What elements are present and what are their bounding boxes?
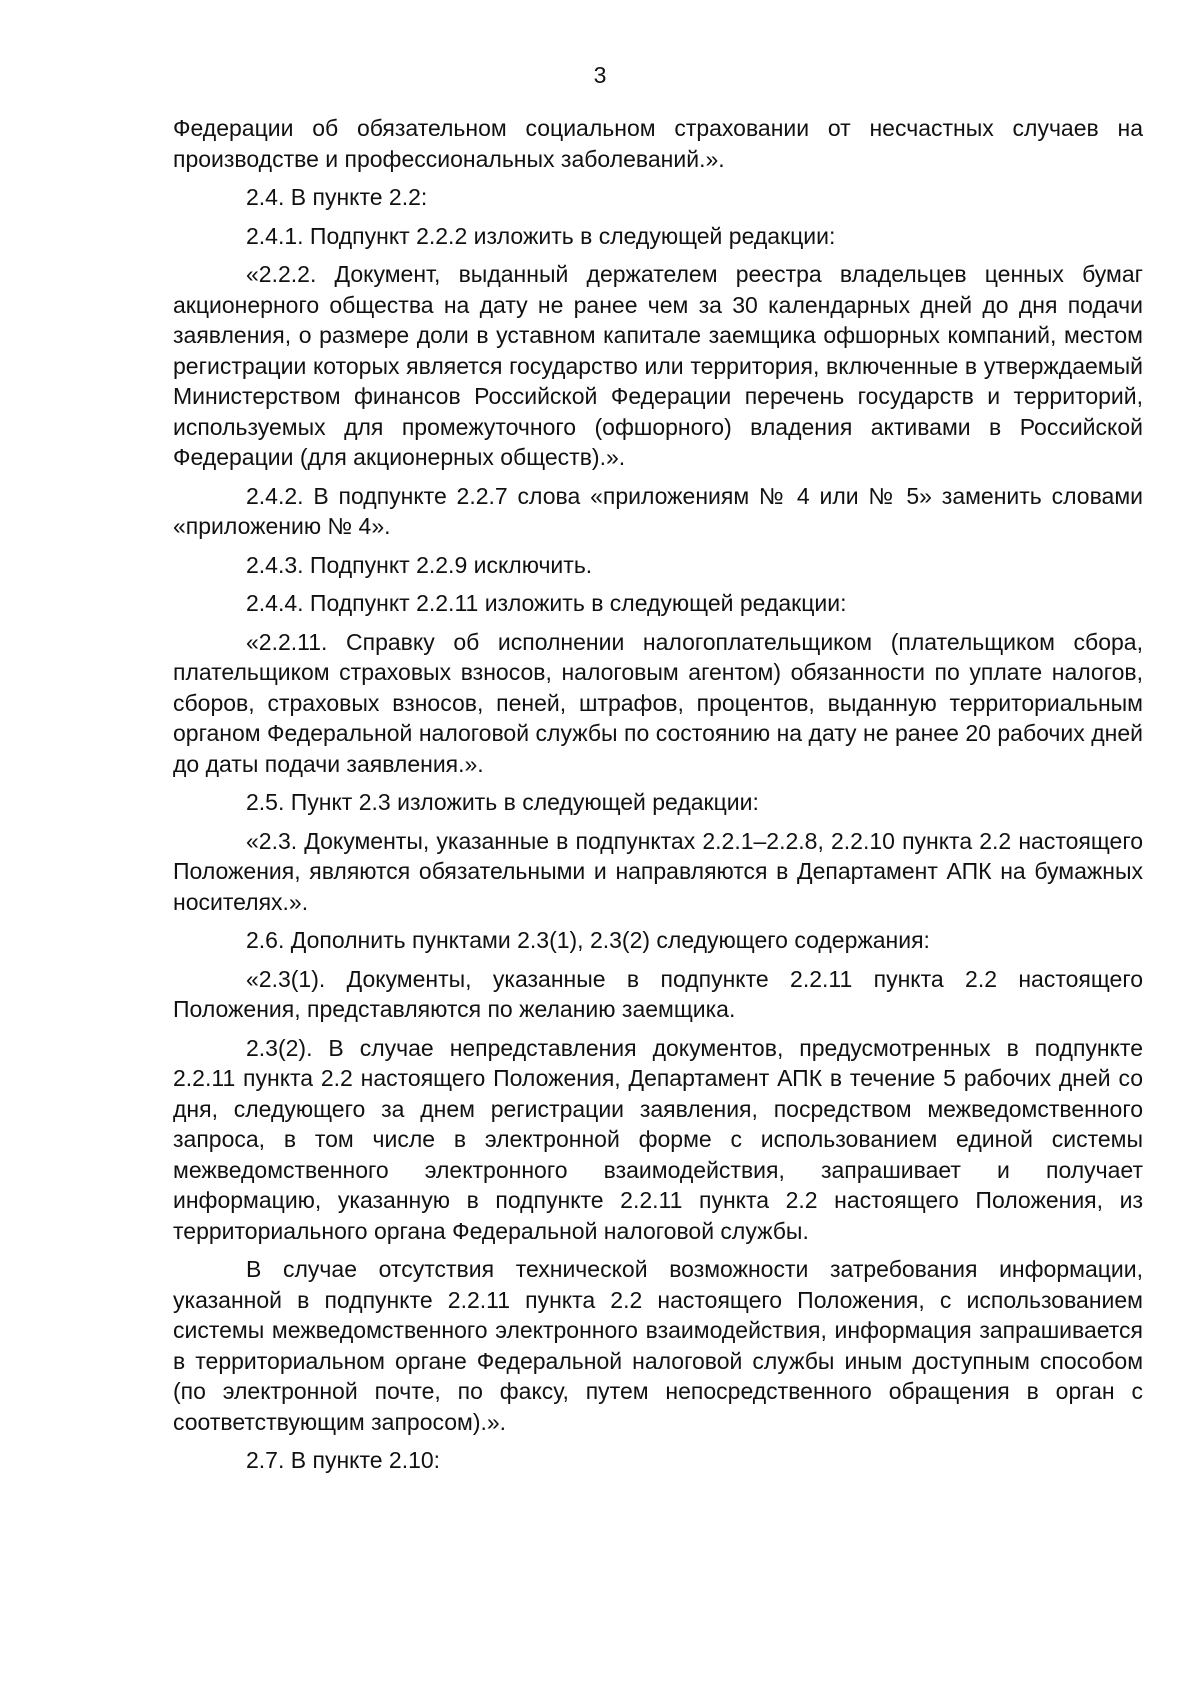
paragraph-quote-2-2-11: «2.2.11. Справку об исполнении налогоплательщиком (плательщиком сбора, плательщиком страховых взносов, налоговым агентом) обязанности по уплате налогов, сборов, страховых взносов, пеней, штрафов, процентов, выданную территориальным органом Федеральной налоговой службы по состоянию на дату не ранее 20 рабочих дней до даты подачи заявления.». <box>173 628 1143 777</box>
paragraph-quote-2-2-2: «2.2.2. Документ, выданный держателем реестра владельцев ценных бумаг акционерного общества на дату не ранее чем за 30 календарных дней до дня подачи заявления, о размере доли в уставном капитале заемщика офшорных компаний, местом регистрации которых является государство или территория, включенные в утверждаемый Министерством финансов Российской Федерации перечень государств и территорий, используемых для промежуточного (офшорного) владения активами в Российской Федерации (для акционерных обществ).». <box>173 261 1143 470</box>
paragraph-2-3-2: 2.3(2). В случае непредставления документов, предусмотренных в подпункте 2.2.11 пункта 2.2 настоящего Положения, Департамент АПК в течение 5 рабочих дней со дня, следующего за днем регистрации заявления, посредством межведомственного запроса, в том числе в электронной форме с использованием единой системы межведомственного электронного взаимодействия, запрашивает и получает информацию, указанную в подпункте 2.2.11 пункта 2.2 настоящего Положения, из территориального органа Федеральной налоговой службы. <box>173 1034 1143 1244</box>
page-number: 3 <box>593 62 607 88</box>
paragraph-quote-2-3-1: «2.3(1). Документы, указанные в подпункте 2.2.11 пункта 2.2 настоящего Положения, представляются по желанию заемщика. <box>173 965 1143 1022</box>
paragraph-2-4-1: 2.4.1. Подпункт 2.2.2 изложить в следующей редакции: <box>246 222 836 249</box>
paragraph-2-4-4: 2.4.4. Подпункт 2.2.11 изложить в следующей редакции: <box>246 590 847 616</box>
paragraph-quote-2-3: «2.3. Документы, указанные в подпунктах 2.2.1–2.2.8, 2.2.10 пункта 2.2 настоящего Положения, являются обязательными и направляются в Департамент АПК на бумажных носителях.». <box>173 827 1143 915</box>
paragraph-2-4-3: 2.4.3. Подпункт 2.2.9 исключить. <box>246 551 593 578</box>
paragraph-continuation: Федерации об обязательном социальном страховании от несчастных случаев на производстве и профессиональных заболеваний.». <box>173 115 1143 172</box>
paragraph-2-6: 2.6. Дополнить пунктами 2.3(1), 2.3(2) следующего содержания: <box>246 927 930 953</box>
paragraph-2-5: 2.5. Пункт 2.3 изложить в следующей редакции: <box>246 789 759 815</box>
document-body <box>173 113 1143 1484</box>
paragraph-2-4: 2.4. В пункте 2.2: <box>246 184 428 210</box>
paragraph-no-technical-possibility: В случае отсутствия технической возможности затребования информации, указанной в подпункте 2.2.11 пункта 2.2 настоящего Положения, с использованием системы межведомственного электронного взаимодействия, информация запрашивается в территориальном органе Федеральной налоговой службы иным доступным способом (по электронной почте, по факсу, путем непосредственного обращения в орган с соответствующим запросом).». <box>173 1256 1143 1435</box>
paragraph-2-4-2: 2.4.2. В подпункте 2.2.7 слова «приложениям № 4 или № 5» заменить словами «приложению № 4». <box>173 482 1143 539</box>
paragraph-2-7: 2.7. В пункте 2.10: <box>246 1447 441 1473</box>
